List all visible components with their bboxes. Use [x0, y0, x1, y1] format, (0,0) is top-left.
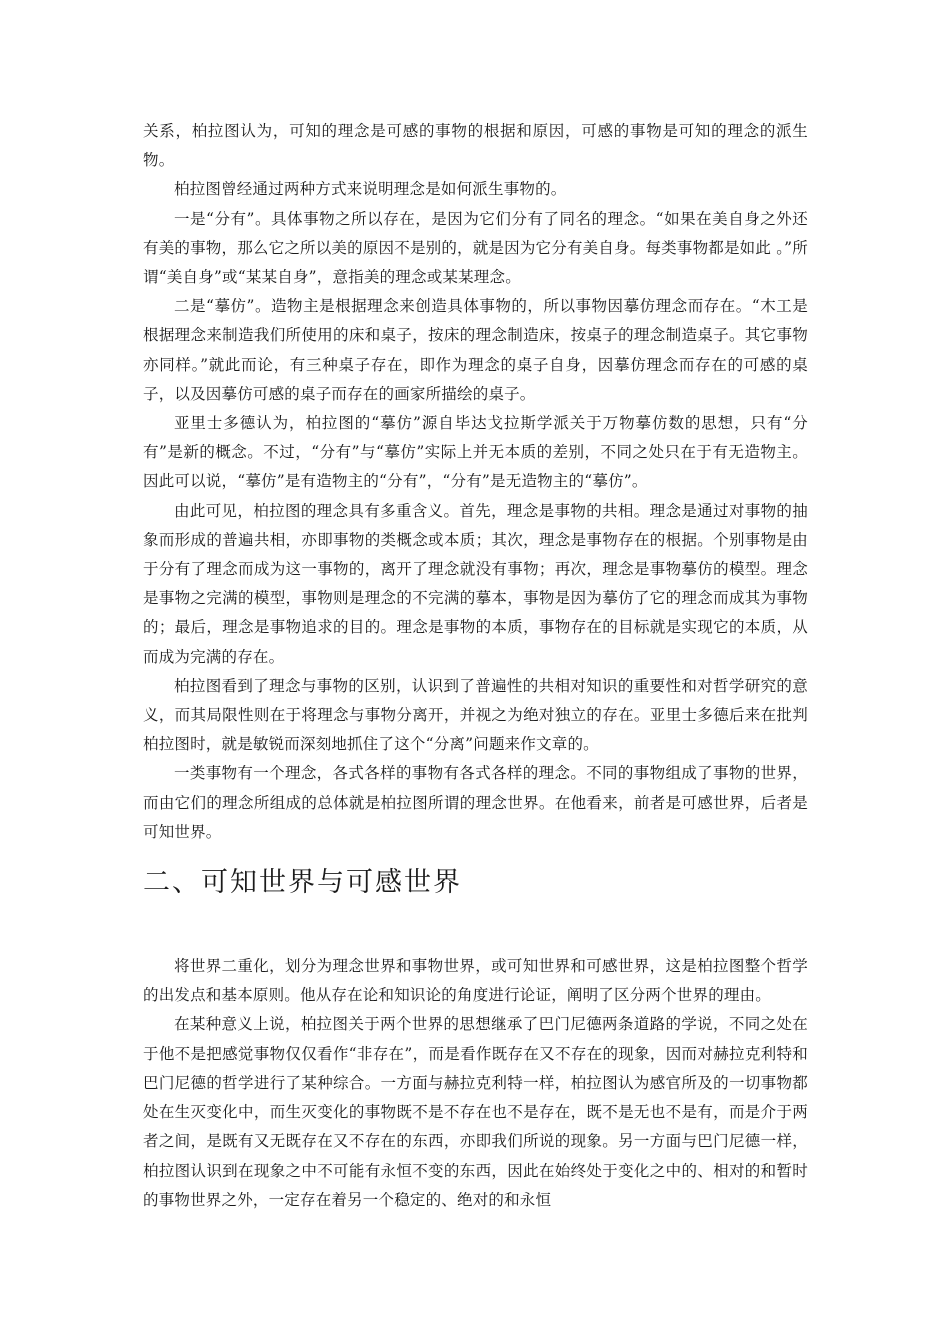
paragraph: 由此可见，柏拉图的理念具有多重含义。首先，理念是事物的共相。理念是通过对事物的抽象而形成的普遍共相，亦即事物的类概念或本质；其次，理念是事物存在的根据。个别事物是由于分有了理念而成为这一事物的，离开了理念就没有事物；再次，理念是事物摹仿的模型。理念是事物之完满的模型，事物则是理念的不完满的摹本，事物是因为摹仿了它的理念而成其为事物的；最后，理念是事物追求的目的。理念是事物的本质，事物存在的目标就是实现它的本质，从而成为完满的存在。: [143, 501, 808, 666]
paragraph: 亚里士多德认为，柏拉图的“摹仿”源自毕达戈拉斯学派关于万物摹仿数的思想，只有“分有”是新的概念。不过，“分有”与“摹仿”实际上并无本质的差别，不同之处只在于有无造物主。因此可以说，“摹仿”是有造物主的“分有”，“分有”是无造物主的“摹仿”。: [143, 414, 808, 491]
document-page: [143, 117, 808, 1215]
paragraph: 柏拉图看到了理念与事物的区别，认识到了普遍性的共相对知识的重要性和对哲学研究的意义，而其局限性则在于将理念与事物分离开，并视之为绝对独立的存在。亚里士多德后来在批判柏拉图时，就是敏锐而深刻地抓住了这个“分离”问题来作文章的。: [143, 676, 808, 754]
spacer: [143, 903, 808, 952]
paragraph: 一是“分有”。具体事物之所以存在，是因为它们分有了同名的理念。“如果在美自身之外还有美的事物，那么它之所以美的原因不是别的，就是因为它分有美自身。每类事物都是如此 。”所谓“美自身”或“某某自身”，意指美的理念或某某理念。: [143, 209, 808, 287]
paragraph: 柏拉图曾经通过两种方式来说明理念是如何派生事物的。: [174, 180, 567, 199]
paragraph: 一类事物有一个理念，各式各样的事物有各式各样的理念。不同的事物组成了事物的世界，而由它们的理念所组成的总体就是柏拉图所谓的理念世界。在他看来，前者是可感世界，后者是可知世界。: [143, 764, 808, 841]
paragraph: 二是“摹仿”。造物主是根据理念来创造具体事物的，所以事物因摹仿理念而存在。“木工是根据理念来制造我们所使用的床和桌子，按床的理念制造床，按桌子的理念制造桌子。其它事物亦同样。”就此而论，有三种桌子存在，即作为理念的桌子自身，因摹仿理念而存在的可感的桌子，以及因摹仿可感的桌子而存在的画家所描绘的桌子。: [143, 297, 808, 403]
section-heading: 二、可知世界与可感世界: [143, 867, 462, 899]
paragraph: 将世界二重化，划分为理念世界和事物世界，或可知世界和可感世界，这是柏拉图整个哲学的出发点和基本原则。他从存在论和知识论的角度进行论证，阐明了区分两个世界的理由。: [143, 957, 808, 1005]
paragraph: 关系，柏拉图认为，可知的理念是可感的事物的根据和原因，可感的事物是可知的理念的派生物。: [143, 122, 808, 170]
paragraph: 在某种意义上说，柏拉图关于两个世界的思想继承了巴门尼德两条道路的学说，不同之处在于他不是把感觉事物仅仅看作“非存在”，而是看作既存在又不存在的现象，因而对赫拉克利特和巴门尼德的哲学进行了某种综合。一方面与赫拉克利特一样，柏拉图认为感官所及的一切事物都处在生灭变化中，而生灭变化的事物既不是不存在也不是存在，既不是无也不是有，而是介于两者之间，是既有又无既存在又不存在的东西，亦即我们所说的现象。另一方面与巴门尼德一样，柏拉图认识到在现象之中不可能有永恒不变的东西，因此在始终处于变化之中的、相对的和暂时的事物世界之外，一定存在着另一个稳定的、绝对的和永恒: [143, 1015, 808, 1209]
